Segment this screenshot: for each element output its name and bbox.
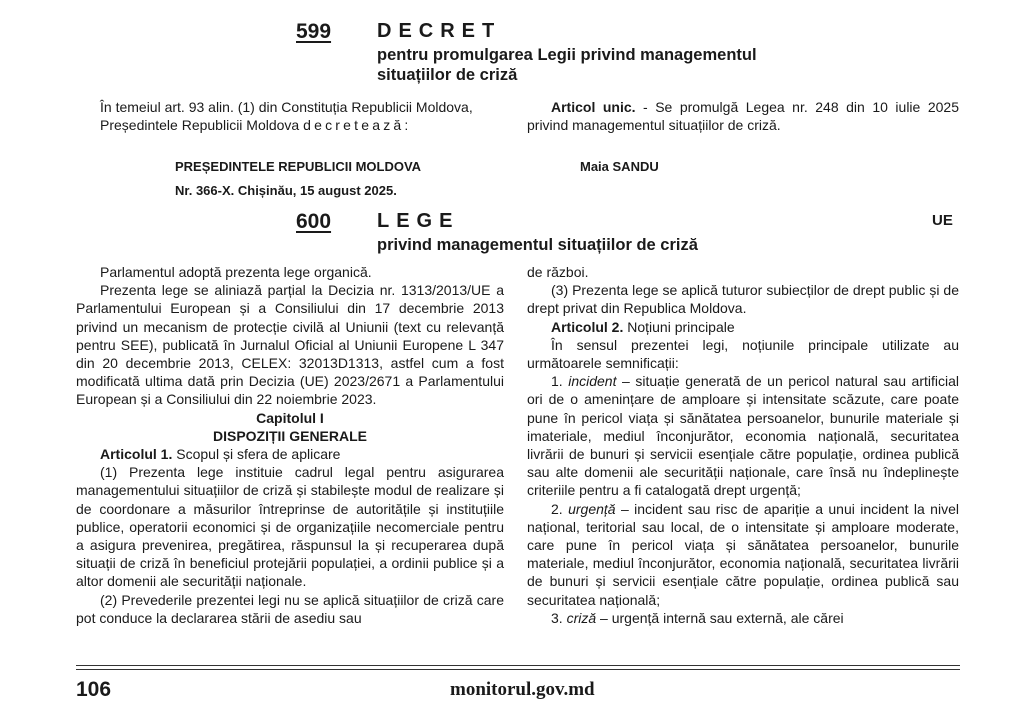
article-1-para-1: (1) Prezenta lege instituie cadrul legal pentru asigurarea managementului situațiilor de criză și stabilește modul de realizare și de coordonare a măsurilor întreprinse de autoritățile și instituțiile publice, operatorii economici și de organizațiile necomerciale pentru a asigura prevenirea, pregătirea, răspunsul la și recuperarea după situații de criză în beneficiul protejării populației, a ordinii publice și a altor domenii ale securității naționale. bbox=[76, 464, 504, 590]
article-2-intro: În sensul prezentei legi, noțiunile principale utilizate au următoarele semnificații: bbox=[527, 336, 959, 372]
law-left-column bbox=[76, 263, 504, 627]
article-1-para-2: (2) Prevederile prezentei legi nu se aplică situațiilor de criză care pot conduce la declararea stării de asediu sau bbox=[76, 591, 504, 626]
definition-criza: 3. criză – urgență internă sau externă, ale cărei bbox=[551, 609, 844, 626]
eu-tag: UE bbox=[932, 212, 953, 229]
decree-basis: În temeiul art. 93 alin. (1) din Constituția Republicii Moldova, bbox=[100, 99, 473, 115]
law-right-column bbox=[527, 263, 959, 627]
decree-left-column bbox=[76, 98, 504, 134]
decree-article: Articol unic. - Se promulgă Legea nr. 248 din 10 iulie 2025 privind managementul situațiilor de criză. bbox=[527, 99, 959, 134]
article-1-heading: Articolul 1. Scopul și sfera de aplicare bbox=[100, 446, 341, 463]
definition-urgenta: 2. urgență – incident sau risc de apariție a unui incident la nivel național, teritorial sau local, de o intensitate și amploare moderate, care pune în pericol viața și sănătatea persoanelor, bunurile materiale, mediul înconjurător, economia națională, securitatea livrării de bunuri și servicii esențiale către populație, ordinea publică sau securitatea națională; bbox=[527, 500, 959, 608]
page-number: 106 bbox=[76, 678, 112, 701]
chapter-number: Capitolul I bbox=[256, 409, 324, 426]
law-adoption: Parlamentul adoptă prezenta lege organică. bbox=[100, 264, 372, 280]
article-1-para-2-end: de război. bbox=[527, 264, 589, 280]
footer-rule-bottom bbox=[76, 669, 960, 670]
definition-incident: 1. incident – situație generată de un pericol natural sau artificial ori de o amenințare de amploare și intensitate scăzute, care poate pune în pericol viața și sănătatea persoanelor, bunurile materiale și imateriale, mediul înconjurător, economia națională, securitatea livrării de bunuri și servicii esențiale către populație, ordinea publică sau alte domenii ale securității naționale, care însă nu îndeplinește criteriile pentru a fi catalogată drept urgență; bbox=[527, 373, 959, 499]
decree-reference: Nr. 366-X. Chișinău, 15 august 2025. bbox=[175, 183, 397, 198]
signer-name: Maia SANDU bbox=[580, 159, 659, 174]
law-subtitle: privind managementul situațiilor de criză bbox=[377, 236, 698, 254]
decree-kind: DECRET bbox=[377, 20, 502, 42]
decree-number: 599 bbox=[296, 20, 332, 43]
decree-article-label: Articol unic. bbox=[551, 99, 636, 115]
decree-subtitle-line2: situațiilor de criză bbox=[377, 66, 518, 84]
decree-right-column bbox=[527, 98, 959, 134]
decree-verb: decretează: bbox=[303, 117, 412, 134]
decree-subtitle-line1: pentru promulgarea Legii privind managementul bbox=[377, 46, 757, 64]
article-1-para-3: (3) Prezenta lege se aplică tuturor subiecților de drept public și de drept privat din Republica Moldova. bbox=[527, 282, 959, 317]
law-eu-alignment: Prezenta lege se aliniază parțial la Decizia nr. 1313/2013/UE a Parlamentului European și a Consiliului din 17 decembrie 2013 privind un mecanism de protecție civilă al Uniunii (text cu relevanță pentru SEE), publicată în Jurnalul Oficial al Uniunii Europene L 347 din 20 decembrie 2013, CELEX: 32013D1313, astfel cum a fost modificată ultima dată prin Decizia (UE) 2023/2671 a Parlamentului European și a Consiliului din 22 noiembrie 2023. bbox=[76, 282, 504, 408]
decree-president-line: Președintele Republicii Moldova decretează: bbox=[100, 117, 412, 134]
law-kind: LEGE bbox=[377, 210, 460, 232]
footer-rule-top bbox=[76, 665, 960, 666]
signer-title: PREȘEDINTELE REPUBLICII MOLDOVA bbox=[175, 159, 422, 174]
law-number: 600 bbox=[296, 210, 332, 233]
site-link[interactable]: monitorul.gov.md bbox=[450, 679, 595, 700]
chapter-title: DISPOZIȚII GENERALE bbox=[212, 427, 367, 444]
article-2-heading: Articolul 2. Noțiuni principale bbox=[551, 318, 735, 335]
